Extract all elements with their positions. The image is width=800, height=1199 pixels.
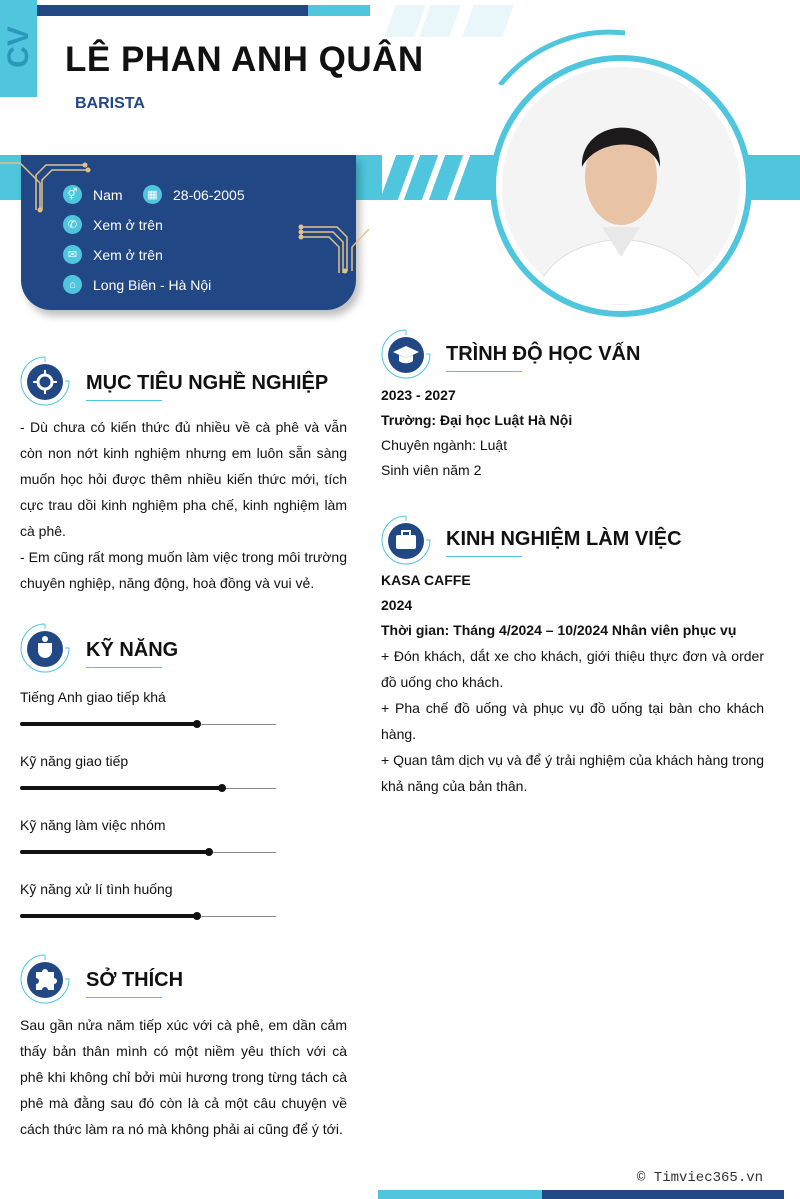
section-title-objective: MỤC TIÊU NGHỀ NGHIỆP: [86, 372, 329, 394]
experience-duty: + Quan tâm dịch vụ và để ý trải nghiệm của khách hàng trong khả năng của bản thân.: [381, 752, 764, 794]
decor-slant: [384, 5, 426, 37]
section-underline: [446, 371, 522, 372]
skill-item: [20, 881, 276, 921]
address-value: Long Biên - Hà Nội: [93, 276, 212, 293]
phone-icon: ✆: [63, 215, 82, 234]
skill-bar: [20, 852, 276, 853]
hobbies-text: Sau gần nửa năm tiếp xúc với cà phê, em dần cảm thấy bản thân mình có một niềm yêu thích với cà phê khi không chỉ bởi mùi hương trong từng tách cà phê mà đằng sau đó còn là cả một câu chuyện về cách thức làm ra nó mà không phải ai cũng để ý tới.: [20, 1017, 347, 1137]
target-icon: [20, 356, 70, 406]
skill-bar: [20, 916, 276, 917]
phone-value: Xem ở trên: [93, 216, 163, 233]
skill-item: [20, 753, 276, 793]
skill-bar-fill: [20, 850, 209, 854]
section-underline: [446, 556, 522, 557]
skill-level-handle: [205, 848, 213, 856]
skill-item: [20, 689, 276, 729]
section-underline: [86, 667, 162, 668]
experience-duty: + Pha chế đồ uống và phục vụ đồ uống tại bàn cho khách hàng.: [381, 700, 764, 742]
objective-paragraph: - Dù chưa có kiến thức đủ nhiều về cà phê và vẫn còn non nớt kinh nghiệm nhưng em luôn sẵn sàng muốn học hỏi được thêm nhiều kiến thức mới, tích cực trau dồi kinh nghiệm pha chế, kinh nghiệm làm cà phê.: [20, 419, 347, 539]
skill-label: Kỹ năng xử lí tình huống: [20, 881, 173, 897]
skill-level-handle: [193, 720, 201, 728]
briefcase-icon: [381, 515, 431, 565]
bottom-bar-light: [378, 1190, 542, 1199]
skill-label: Tiếng Anh giao tiếp khá: [20, 689, 166, 705]
email-icon: ✉: [63, 245, 82, 264]
contact-birthday: [143, 185, 245, 204]
top-bar-light: [308, 5, 370, 16]
contact-card: [21, 155, 356, 310]
skill-item: [20, 817, 276, 857]
education-major: Chuyên ngành: Luật: [381, 437, 508, 453]
experience-company: KASA CAFFE: [381, 572, 471, 588]
section-underline: [86, 400, 162, 401]
education-details: [381, 383, 764, 483]
section-title-experience: KINH NGHIỆM LÀM VIỆC: [446, 528, 682, 550]
objective-paragraph: - Em cũng rất mong muốn làm việc trong môi trường chuyên nghiệp, năng động, hoà đồng và vui vẻ.: [20, 549, 347, 591]
education-school: Trường: Đại học Luật Hà Nội: [381, 412, 573, 428]
education-year: Sinh viên năm 2: [381, 462, 482, 478]
graduation-cap-icon: [381, 329, 431, 379]
section-title-education: TRÌNH ĐỘ HỌC VẤN: [446, 343, 641, 365]
skill-bar: [20, 724, 276, 725]
experience-year: 2024: [381, 597, 413, 613]
contact-email: [63, 245, 163, 264]
decor-slant: [419, 5, 461, 37]
home-icon: ⌂: [63, 275, 82, 294]
skills-icon: [20, 623, 70, 673]
cv-label: CV: [2, 26, 35, 68]
experience-time: Thời gian: Tháng 4/2024 – 10/2024 Nhân viên phục vụ: [381, 622, 737, 638]
experience-duty: + Đón khách, dắt xe cho khách, giới thiệu thực đơn và order đồ uống cho khách.: [381, 648, 764, 690]
section-title-skills: KỸ NĂNG: [86, 639, 179, 661]
gender-icon: ⚥: [63, 185, 82, 204]
skill-bar: [20, 788, 276, 789]
puzzle-icon: [20, 954, 70, 1004]
skill-level-handle: [193, 912, 201, 920]
skill-label: Kỹ năng làm việc nhóm: [20, 817, 166, 833]
circuit-decor: [297, 223, 372, 278]
candidate-name: LÊ PHAN ANH QUÂN: [65, 40, 424, 79]
skill-level-handle: [218, 784, 226, 792]
skill-bar-fill: [20, 914, 197, 918]
birthday-value: 28-06-2005: [173, 186, 245, 203]
education-period: 2023 - 2027: [381, 387, 456, 403]
objective-text: [20, 414, 347, 596]
gender-value: Nam: [93, 186, 123, 203]
skill-bar-fill: [20, 722, 197, 726]
email-value: Xem ở trên: [93, 246, 163, 263]
contact-address: [63, 275, 211, 294]
bottom-bar-dark: [542, 1190, 784, 1199]
section-underline: [86, 997, 162, 998]
copyright: © Timviec365.vn: [637, 1170, 764, 1186]
contact-gender: [63, 185, 123, 204]
candidate-position: BARISTA: [75, 95, 145, 112]
experience-details: [381, 568, 764, 799]
calendar-icon: ▦: [143, 185, 162, 204]
skill-label: Kỹ năng giao tiếp: [20, 753, 129, 769]
avatar: [502, 67, 740, 305]
section-title-hobbies: SỞ THÍCH: [86, 969, 184, 991]
skill-bar-fill: [20, 786, 222, 790]
contact-phone: [63, 215, 163, 234]
top-bar-dark: [37, 5, 308, 16]
